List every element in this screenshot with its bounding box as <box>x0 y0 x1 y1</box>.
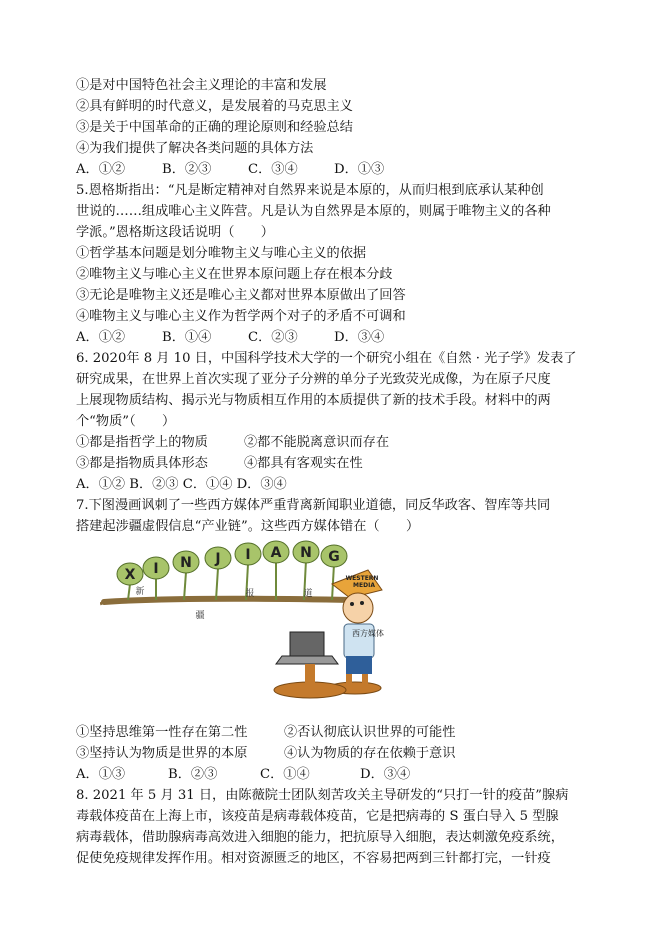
letter-j: J <box>215 551 221 567</box>
leg-right <box>362 674 368 688</box>
q6-option-4: ④都具有客观实在性 <box>244 456 363 471</box>
eye-left <box>350 602 354 606</box>
q7-option-4: ④认为物质的存在依赖于意识 <box>284 746 456 761</box>
q4-option-2: ②具有鲜明的时代意义，是发展着的马克思主义 <box>76 99 353 114</box>
branch-nose <box>104 599 352 602</box>
q4-choices <box>76 160 384 180</box>
eye-right <box>360 601 364 605</box>
q7-options-row-1 <box>76 723 455 743</box>
q6-stem-line-1: 6. 2020年 8 月 10 日，中国科学技术大学的一个研究小组在《自然 · 光子学》发表了 <box>76 351 577 366</box>
q8-stem-line-2: 毒载体疫苗在上海上市，该疫苗是病毒载体疫苗，它是把病毒的 S 蛋白导入 5 型腺 <box>76 809 559 824</box>
q4-choice-a: A．①② <box>76 162 126 177</box>
laptop-keyboard <box>276 656 338 664</box>
q6-stem-line-4: 个“物质”（ ） <box>76 414 176 429</box>
q5-choice-b: B．①④ <box>162 330 212 345</box>
q5-choice-a: A．①② <box>76 330 126 345</box>
q7-choice-c: C．①④ <box>260 767 310 782</box>
q5-choice-c: C．②③ <box>248 330 298 345</box>
char-dao: 道 <box>303 589 313 599</box>
char-jiang: 疆 <box>195 611 205 621</box>
q4-choice-b: B．②③ <box>162 162 212 177</box>
q6-stem-line-2: 研究成果，在世界上首次实现了亚分子分辨的单分子光致荧光成像，为在原子尺度 <box>76 372 551 387</box>
q8-stem-line-4: 促使免疫规律发挥作用。相对资源匮乏的地区，不容易把两到三针都打完，一针疫 <box>76 851 551 866</box>
q4-choice-d: D．①③ <box>334 162 385 177</box>
hat-text-1: WESTERN <box>345 575 379 582</box>
q7-stem-line-1: 7.下图漫画讽刺了一些西方媒体严重背离新闻职业道德，同反华政客、智库等共同 <box>76 498 551 513</box>
q5-option-1: ①哲学基本问题是划分唯物主义与唯心主义的依据 <box>76 246 367 261</box>
q7-choices <box>76 765 410 785</box>
char-xin: 新 <box>135 587 145 597</box>
hat-text-2: MEDIA <box>353 582 375 589</box>
q5-stem-line-3: 学派。”恩格斯这段话说明（ ） <box>76 225 274 240</box>
q7-option-2: ②否认彻底认识世界的可能性 <box>284 725 456 740</box>
q7-option-3: ③坚持认为物质是世界的本原 <box>76 746 248 761</box>
laptop-screen <box>290 632 324 656</box>
q7-choice-a: A．①③ <box>76 767 126 782</box>
western-media-tag: 西方媒体 <box>352 629 384 638</box>
q7-choice-b: B．②③ <box>168 767 218 782</box>
q5-option-4: ④唯物主义与唯心主义作为哲学两个对子的矛盾不可调和 <box>76 309 406 324</box>
q7-option-1: ①坚持思维第一性存在第二性 <box>76 725 248 740</box>
q6-option-2: ②都不能脱离意识而存在 <box>244 435 390 450</box>
face <box>343 593 373 623</box>
q6-stem-line-3: 上展现物质结构、揭示光与物质相互作用的本质提供了新的技术手段。材料中的两 <box>76 393 551 408</box>
q5-option-2: ②唯物主义与唯心主义在世界本原问题上存在根本分歧 <box>76 267 393 282</box>
q5-option-3: ③无论是唯物主义还是唯心主义都对世界本原做出了回答 <box>76 288 406 303</box>
pants <box>346 656 372 674</box>
q5-stem-line-2: 世说的……组成唯心主义阵营。凡是认为自然界是本原的，则属于唯物主义的各种 <box>76 204 551 219</box>
leg-left <box>346 674 352 688</box>
q6-option-3: ③都是指物质具体形态 <box>76 456 208 471</box>
letter-a: A <box>270 545 282 561</box>
q7-choice-d: D．③④ <box>360 767 411 782</box>
q4-option-3: ③是关于中国革命的正确的理论原则和经验总结 <box>76 120 353 135</box>
branch-tip <box>100 602 104 604</box>
q7-options-row-2 <box>76 744 455 764</box>
q4-option-4: ④为我们提供了解决各类问题的具体方法 <box>76 141 314 156</box>
letter-n: N <box>180 555 192 571</box>
table-leg <box>305 664 315 690</box>
q6-options-row-1 <box>76 433 389 453</box>
q6-option-1: ①都是指哲学上的物质 <box>76 435 208 450</box>
cartoon-image <box>100 540 390 715</box>
q5-stem-line-1: 5.恩格斯指出：“凡是断定精神对自然界来说是本原的，从而归根到底承认某种创 <box>76 183 544 198</box>
q5-choices <box>76 328 384 348</box>
char-bao: 报 <box>245 589 255 599</box>
q8-stem-line-1: 8. 2021 年 5 月 31 日，由陈薇院士团队刻苦攻关主导研发的“只打一针的疫苗”腺病 <box>76 788 569 803</box>
letter-n2: N <box>300 545 312 561</box>
letter-leaves <box>117 541 347 585</box>
q4-option-1: ①是对中国特色社会主义理论的丰富和发展 <box>76 78 327 93</box>
q6-options-row-2 <box>76 454 363 474</box>
letter-i: I <box>153 561 159 577</box>
letter-i2: I <box>245 547 251 563</box>
letter-g: G <box>328 549 340 565</box>
q8-stem-line-3: 病毒载体，借助腺病毒高效进入细胞的能力，把抗原导入细胞，表达刺激免疫系统， <box>76 830 564 845</box>
q6-choices: A．①② B．②③ C．①④ D．③④ <box>76 477 287 492</box>
q5-choice-d: D．③④ <box>334 330 385 345</box>
q7-stem-line-2: 搭建起涉疆虚假信息“产业链”。这些西方媒体错在（ ） <box>76 519 420 534</box>
q4-choice-c: C．③④ <box>248 162 298 177</box>
letter-x: X <box>124 567 136 583</box>
